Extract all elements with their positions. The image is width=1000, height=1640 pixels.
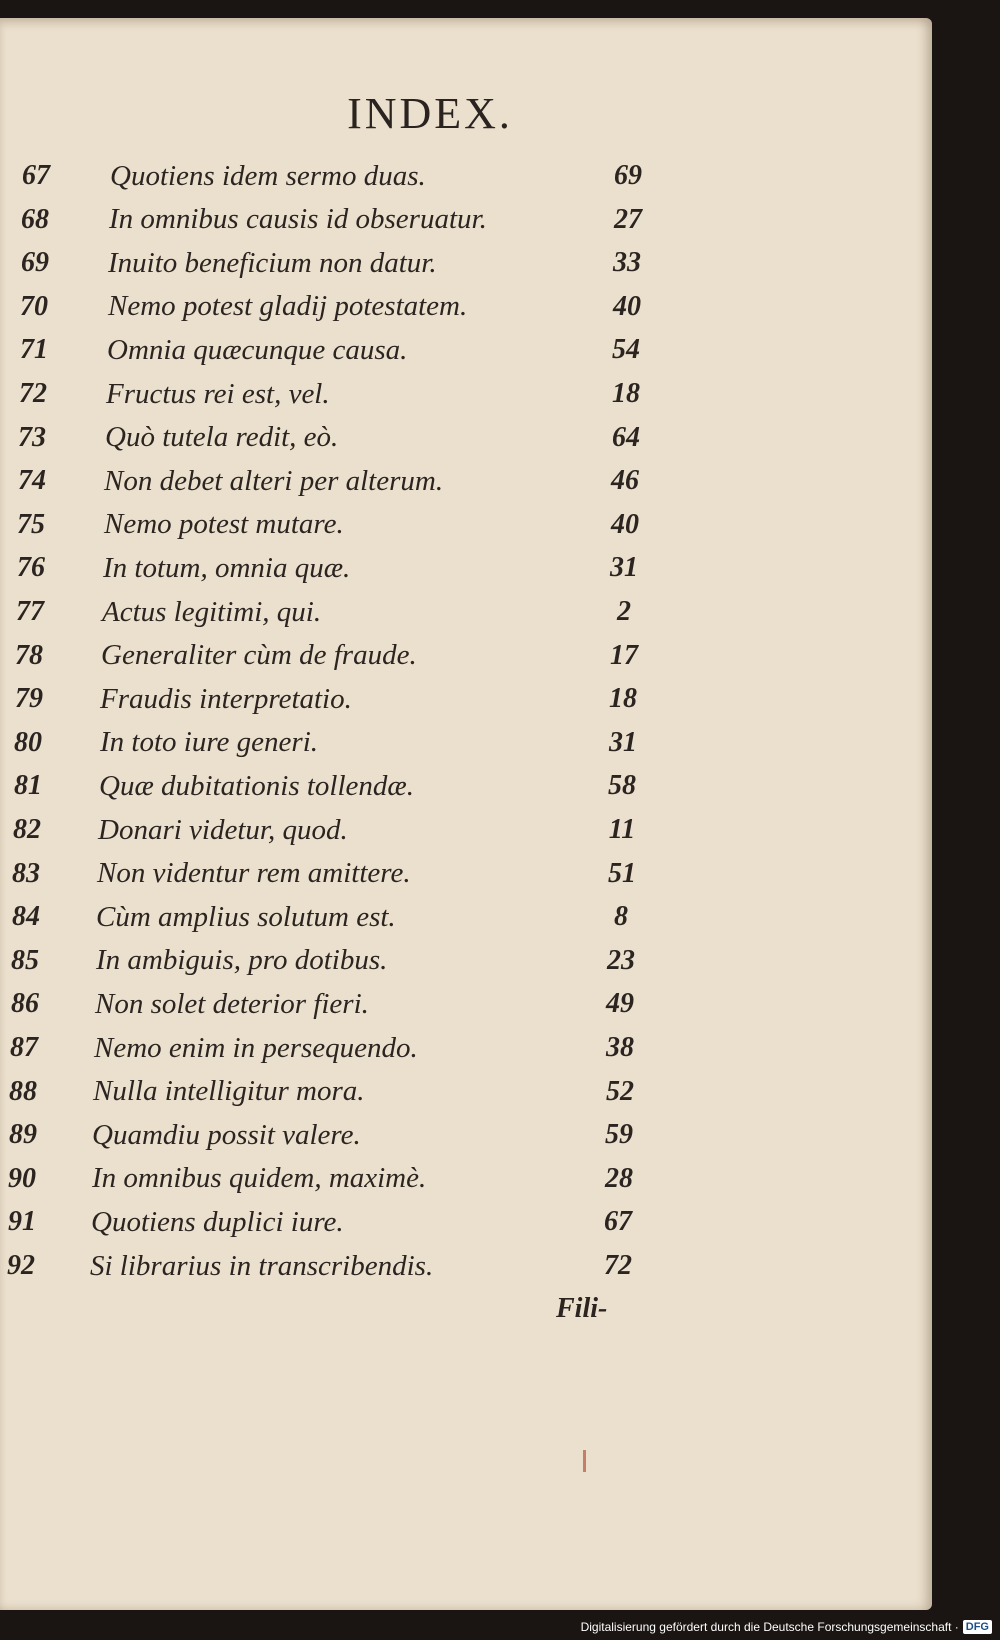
entry-page-ref: 28 (605, 1162, 633, 1194)
ink-stain (583, 1450, 586, 1472)
entry-page-ref: 69 (614, 160, 642, 191)
entry-number: 83 (12, 857, 40, 889)
entry-page-ref: 59 (605, 1119, 633, 1151)
entry-number: 84 (12, 901, 40, 933)
entry-number: 80 (14, 726, 42, 758)
entry-title: In ambiguis, pro dotibus. (96, 944, 388, 977)
entry-page-ref: 40 (613, 290, 641, 322)
entry-number: 79 (15, 683, 43, 715)
entry-title: Quotiens duplici iure. (91, 1205, 344, 1238)
entry-number: 77 (16, 596, 44, 627)
index-entry (0, 592, 932, 632)
index-entry (0, 854, 932, 894)
index-entry (0, 897, 932, 937)
entry-page-ref: 11 (608, 814, 636, 845)
entry-title: Nemo potest mutare. (104, 508, 344, 541)
index-entry (0, 374, 932, 414)
index-entry (0, 941, 932, 981)
entry-page-ref: 2 (617, 596, 631, 627)
entry-number: 71 (20, 334, 48, 366)
index-list (0, 18, 932, 1610)
entry-page-ref: 54 (612, 334, 640, 366)
index-entry (0, 636, 932, 676)
entry-title: Nemo potest gladij potestatem. (108, 290, 468, 323)
entry-title: In omnibus causis id obseruatur. (109, 203, 487, 236)
entry-page-ref: 38 (606, 1032, 634, 1063)
index-entry (0, 200, 932, 240)
entry-page-ref: 49 (606, 988, 634, 1020)
index-entry (0, 418, 932, 458)
entry-number: 78 (15, 639, 43, 671)
entry-number: 69 (21, 247, 49, 279)
entry-page-ref: 33 (613, 247, 641, 279)
footer (581, 1616, 992, 1638)
entry-title: Donari videtur, quod. (98, 813, 348, 846)
entry-title: Generaliter cùm de fraude. (101, 639, 417, 672)
entry-number: 81 (14, 770, 42, 802)
index-entry (0, 505, 932, 545)
entry-number: 86 (11, 988, 39, 1020)
entry-number: 70 (20, 290, 48, 322)
entry-title: Quotiens idem sermo duas. (110, 159, 426, 192)
index-entry (0, 330, 932, 370)
entry-title: In totum, omnia quæ. (103, 551, 351, 584)
entry-page-ref: 23 (607, 944, 635, 976)
entry-number: 92 (7, 1250, 35, 1281)
index-entry (0, 723, 932, 763)
index-entry (0, 287, 932, 327)
entry-title: Cùm amplius solutum est. (96, 900, 396, 933)
entry-page-ref: 31 (609, 726, 637, 758)
entry-number: 85 (11, 944, 39, 976)
entry-number: 74 (18, 465, 46, 497)
catchword: Fili- (556, 1293, 608, 1324)
entry-page-ref: 27 (614, 203, 642, 235)
index-entry (0, 1028, 932, 1068)
entry-number: 76 (17, 552, 45, 584)
entry-page-ref: 64 (612, 421, 640, 453)
entry-page-ref: 67 (604, 1206, 632, 1238)
entry-page-ref: 18 (609, 683, 637, 715)
entry-number: 90 (8, 1162, 36, 1194)
entry-title: Non videntur rem amittere. (97, 857, 411, 890)
entry-title: Nulla intelligitur mora. (93, 1075, 365, 1108)
book-page (0, 18, 932, 1610)
entry-page-ref: 8 (614, 901, 628, 933)
entry-title: Non debet alteri per alterum. (104, 464, 444, 497)
index-entry (0, 766, 932, 806)
entry-title: Si librarius in transcribendis. (90, 1249, 434, 1282)
entry-title: Inuito beneficium non datur. (108, 246, 437, 279)
entry-number: 88 (9, 1075, 37, 1107)
entry-page-ref: 72 (604, 1250, 632, 1281)
index-entry (0, 1246, 932, 1286)
entry-number: 89 (9, 1119, 37, 1151)
entry-title: Quamdiu possit valere. (92, 1118, 361, 1151)
entry-number: 68 (21, 203, 49, 235)
page-title: INDEX. (347, 89, 513, 138)
index-entry (0, 243, 932, 283)
entry-page-ref: 18 (612, 378, 640, 409)
entry-title: Fructus rei est, vel. (106, 377, 330, 410)
entry-number: 91 (8, 1206, 36, 1238)
entry-number: 82 (13, 814, 41, 845)
entry-title: In toto iure generi. (100, 726, 318, 759)
entry-page-ref: 58 (608, 770, 636, 802)
dfg-logo: DFG (963, 1620, 992, 1634)
entry-page-ref: 51 (608, 857, 636, 889)
entry-page-ref: 40 (611, 508, 639, 540)
index-entry (0, 461, 932, 501)
entry-page-ref: 46 (611, 465, 639, 497)
index-entry (0, 1072, 932, 1112)
index-entry (0, 810, 932, 850)
entry-title: Non solet deterior fieri. (95, 987, 369, 1020)
index-entry (0, 984, 932, 1024)
entry-page-ref: 52 (606, 1075, 634, 1107)
entry-number: 67 (22, 160, 50, 191)
entry-number: 73 (18, 421, 46, 453)
entry-title: Nemo enim in persequendo. (94, 1031, 418, 1064)
entry-number: 75 (17, 508, 45, 540)
index-entry (0, 156, 932, 196)
index-entry (0, 1115, 932, 1155)
entry-title: Actus legitimi, qui. (102, 595, 322, 628)
entry-page-ref: 31 (610, 552, 638, 584)
entry-title: In omnibus quidem, maximè. (92, 1162, 427, 1195)
entry-number: 87 (10, 1032, 38, 1063)
entry-number: 72 (19, 378, 47, 409)
entry-page-ref: 17 (610, 639, 638, 671)
index-entry (0, 1202, 932, 1242)
entry-title: Quò tutela redit, eò. (105, 421, 339, 454)
index-entry (0, 1159, 932, 1199)
entry-title: Omnia quæcunque causa. (107, 333, 408, 366)
entry-title: Quæ dubitationis tollendæ. (99, 769, 414, 802)
index-entry (0, 548, 932, 588)
index-entry (0, 679, 932, 719)
footer-credit: Digitalisierung gefördert durch die Deutsche Forschungsgemeinschaft · (580, 1620, 959, 1634)
entry-title: Fraudis interpretatio. (100, 682, 352, 715)
